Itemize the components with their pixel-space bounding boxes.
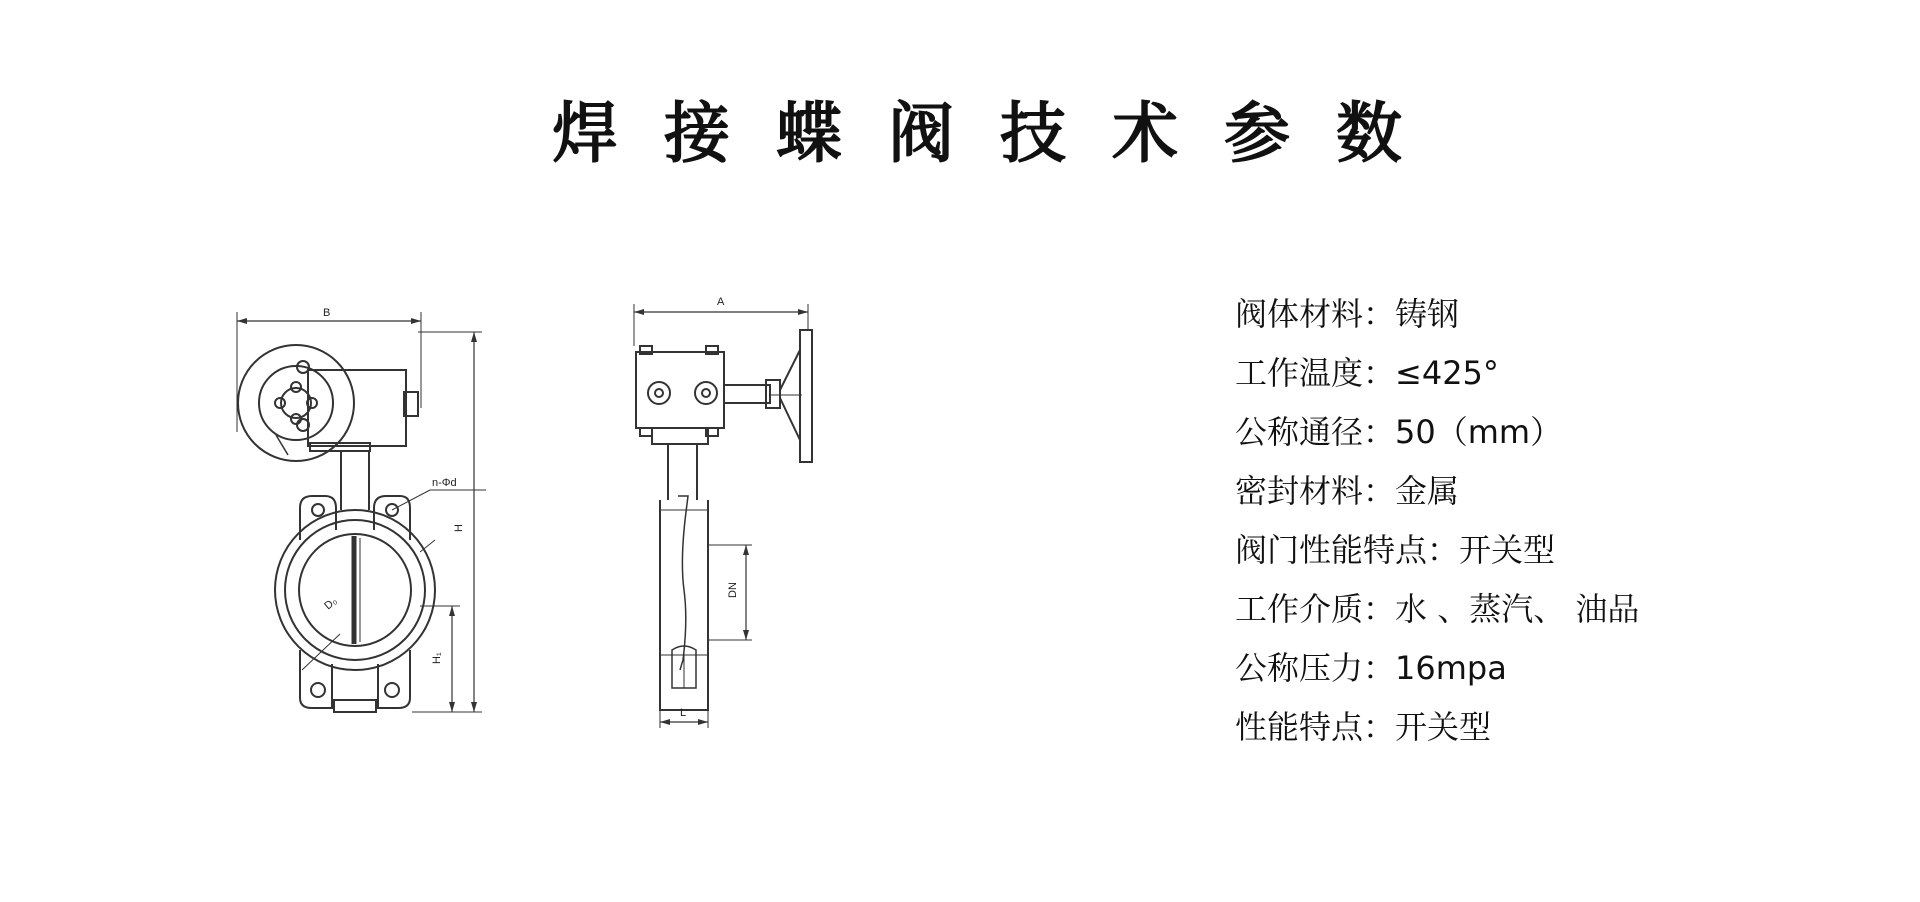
spec-value: 开关型 <box>1395 708 1492 746</box>
spec-value: 铸钢 <box>1395 295 1460 333</box>
spec-value: ≤425° <box>1395 354 1499 392</box>
spec-value: 水 、蒸汽、 油品 <box>1395 590 1640 628</box>
spec-item-nominal-diameter <box>1235 410 1639 469</box>
side-view <box>634 296 812 728</box>
spec-label: 性能特点： <box>1235 708 1396 746</box>
spec-label: 公称通径： <box>1235 413 1396 451</box>
spec-label: 工作温度： <box>1235 354 1396 392</box>
spec-label: 阀体材料： <box>1235 295 1396 333</box>
spec-list <box>1235 292 1639 764</box>
dim-label-h: H <box>453 524 465 532</box>
dim-label-l: L <box>680 707 687 719</box>
dim-label-n-phi-d: n-Φd <box>432 477 457 489</box>
dim-label-dn: DN <box>727 582 739 598</box>
spec-label: 公称压力： <box>1235 649 1396 687</box>
spec-value: 16mpa <box>1395 649 1507 687</box>
front-view <box>237 307 486 712</box>
spec-item-nominal-pressure <box>1235 646 1639 705</box>
dim-label-a: A <box>717 296 725 308</box>
page-title: 焊接蝶阀技术参数 <box>552 95 1448 172</box>
dim-label-d0: D₀ <box>322 595 340 613</box>
spec-item-valve-performance <box>1235 528 1639 587</box>
spec-item-seal-material <box>1235 469 1639 528</box>
valve-technical-drawing <box>0 0 900 780</box>
spec-value: 开关型 <box>1459 531 1556 569</box>
spec-item-working-medium <box>1235 587 1639 646</box>
spec-item-body-material <box>1235 292 1639 351</box>
dim-label-h1: H₁ <box>431 652 443 664</box>
spec-value: 50（mm） <box>1395 413 1563 451</box>
spec-label: 工作介质： <box>1235 590 1396 628</box>
spec-label: 阀门性能特点： <box>1235 531 1460 569</box>
spec-label: 密封材料： <box>1235 472 1396 510</box>
spec-value: 金属 <box>1395 472 1460 510</box>
spec-item-performance <box>1235 705 1639 764</box>
dim-label-b: B <box>323 307 331 319</box>
spec-item-working-temperature <box>1235 351 1639 410</box>
